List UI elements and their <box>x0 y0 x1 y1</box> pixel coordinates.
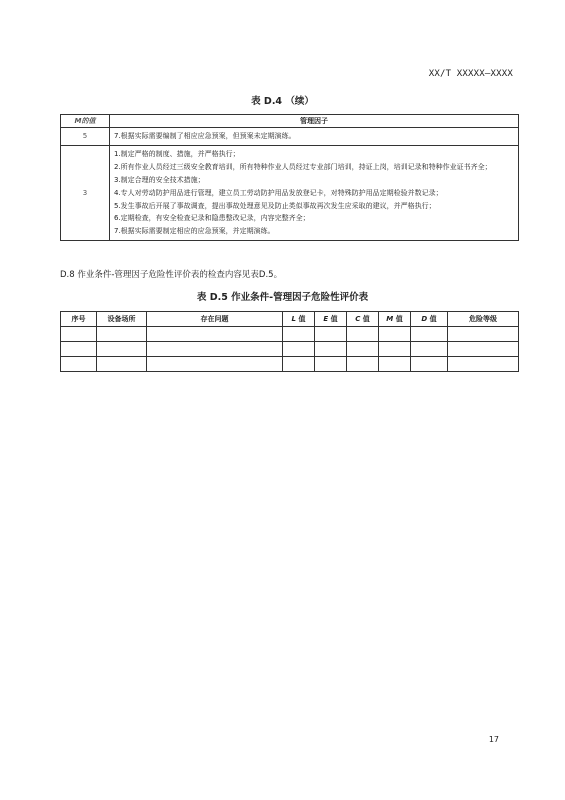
table-d5-caption: 表 D.5 作业条件-管理因子危险性评价表 <box>196 292 369 303</box>
empty-cell <box>411 327 448 342</box>
header-label: 值 <box>328 315 338 323</box>
empty-cell <box>379 357 411 372</box>
empty-cell <box>347 342 379 357</box>
empty-cell <box>97 327 147 342</box>
empty-cell <box>283 357 315 372</box>
table-d5-header-cell <box>347 312 379 327</box>
factor-line: 4.专人对劳动防护用品进行管理，建立员工劳动防护用品发放登记卡，对特殊防护用品定期检验并数记录； <box>114 188 443 197</box>
factor-line: 7.根据实际需要编制了相应应急预案，但预案未定期演练。 <box>114 132 296 140</box>
table-d5-header-cell <box>97 312 147 327</box>
empty-cell <box>379 342 411 357</box>
empty-cell <box>411 357 448 372</box>
table-row <box>61 342 519 357</box>
table-d5-header-cell <box>379 312 411 327</box>
header-symbol: C <box>355 315 361 323</box>
factor-cell <box>110 128 519 146</box>
header-label: 危险等级 <box>469 315 497 323</box>
empty-cell <box>448 327 519 342</box>
factor-cell <box>110 145 519 240</box>
table-d5-header-cell <box>411 312 448 327</box>
header-symbol: D <box>421 315 428 323</box>
factor-line: 7.根据实际需要制定相应的应急预案，并定期演练。 <box>114 227 275 236</box>
table-d4 <box>60 114 519 241</box>
factor-line: 1.制定严格的制度、措施，并严格执行； <box>114 149 240 158</box>
col-m-value-header: M的值 <box>61 115 110 128</box>
section-note: D.8 作业条件-管理因子危险性评价表的检查内容见表D.5。 <box>60 270 283 280</box>
table-d5 <box>60 311 519 372</box>
empty-cell <box>147 342 283 357</box>
empty-cell <box>283 327 315 342</box>
empty-cell <box>61 357 97 372</box>
header-label: 设备场所 <box>107 315 136 323</box>
header-symbol: E <box>323 315 329 323</box>
empty-cell <box>347 357 379 372</box>
empty-cell <box>315 342 347 357</box>
table-d5-header-cell <box>147 312 283 327</box>
factor-line: 5.发生事故后开展了事故调查，提出事故处理意见及防止类似事故再次发生应采取的建议，并严格执行； <box>114 201 436 210</box>
header-label: 值 <box>427 315 437 323</box>
col-management-factor-header: 管理因子 <box>110 115 519 128</box>
table-row <box>61 145 519 240</box>
factor-line: 6.定期检查，有安全检查记录和隐患整改记录，内容完整齐全； <box>114 214 310 223</box>
empty-cell <box>448 357 519 372</box>
m-value-cell: 3 <box>61 145 110 240</box>
empty-cell <box>347 327 379 342</box>
empty-cell <box>61 327 97 342</box>
table-d4-caption: 表 D.4 （续） <box>251 96 314 107</box>
empty-cell <box>97 342 147 357</box>
header-label: 值 <box>393 315 403 323</box>
header-label: 值 <box>360 315 370 323</box>
empty-cell <box>97 357 147 372</box>
header-symbol: M <box>386 315 394 323</box>
table-row <box>61 327 519 342</box>
m-value-cell: 5 <box>61 128 110 146</box>
table-d5-header-cell <box>315 312 347 327</box>
header-label: 序号 <box>71 315 86 323</box>
table-d4-header-row <box>61 115 519 128</box>
empty-cell <box>147 327 283 342</box>
empty-cell <box>411 342 448 357</box>
factor-line: 2.所有作业人员经过三级安全教育培训，所有特种作业人员经过专业部门培训，持证上岗，培训记录和特种作业证书齐全； <box>114 162 492 171</box>
header-label: 存在问题 <box>200 315 229 323</box>
empty-cell <box>448 342 519 357</box>
empty-cell <box>147 357 283 372</box>
empty-cell <box>283 342 315 357</box>
table-row <box>61 128 519 146</box>
table-d5-header-cell <box>61 312 97 327</box>
table-d5-header-cell <box>448 312 519 327</box>
factor-line: 3.制定合理的安全技术措施； <box>114 175 205 184</box>
empty-cell <box>61 342 97 357</box>
page-number: 17 <box>488 735 499 744</box>
empty-cell <box>379 327 411 342</box>
table-d5-header-cell <box>283 312 315 327</box>
header-symbol: L <box>291 315 297 323</box>
table-row <box>61 357 519 372</box>
table-d5-header-row <box>61 312 519 327</box>
empty-cell <box>315 327 347 342</box>
empty-cell <box>315 357 347 372</box>
header-label: 值 <box>296 315 306 323</box>
standard-id: XX/T XXXXX—XXXX <box>428 69 513 79</box>
